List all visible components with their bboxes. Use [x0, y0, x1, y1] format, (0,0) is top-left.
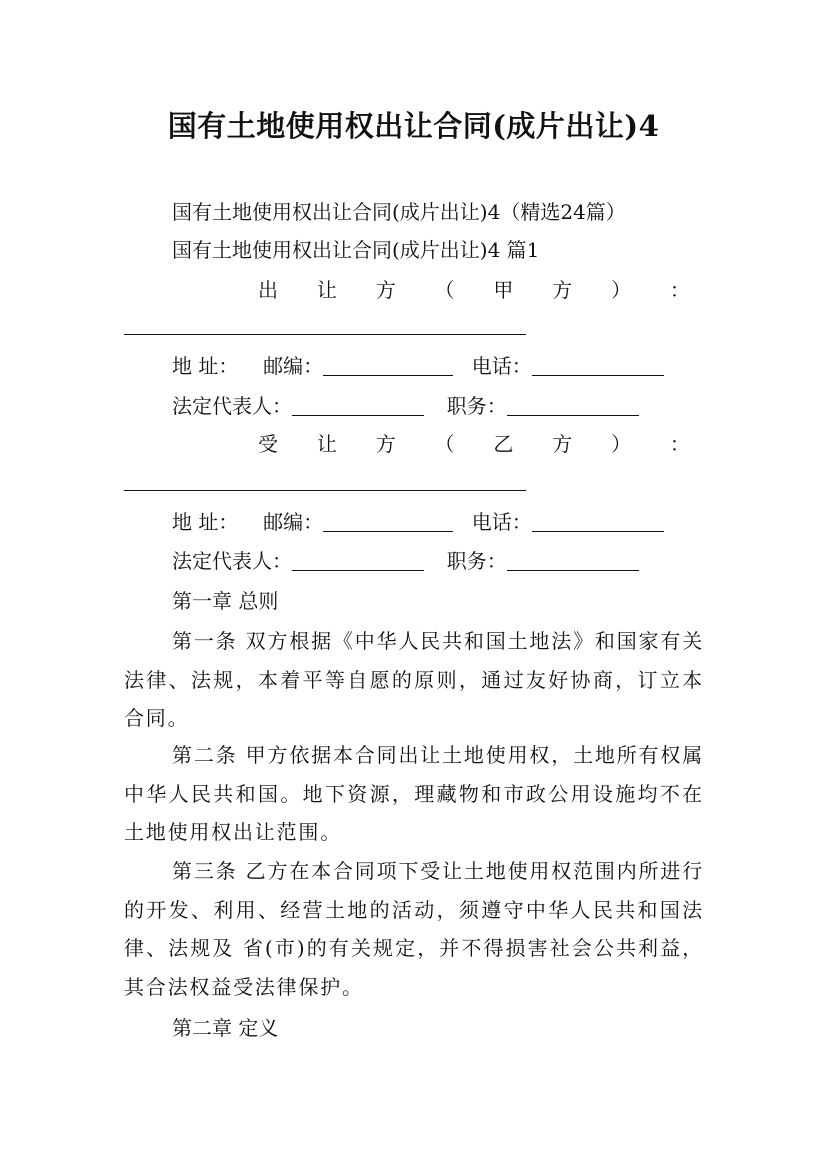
party-b-char: 乙 — [493, 432, 514, 456]
chapter-heading: 第二章 定义 — [172, 1016, 279, 1040]
party-b-address-row — [172, 509, 664, 535]
party-a-char: 方 — [375, 278, 396, 302]
phone-label: 电话： — [471, 510, 532, 534]
party-a-address-row — [172, 353, 664, 379]
chapter-heading: 第一章 总则 — [172, 589, 279, 613]
postcode-blank — [323, 513, 453, 532]
party-b-char: 受 — [258, 432, 278, 456]
article-paragraph: 第二条 甲方依据本合同出让土地使用权，土地所有权属中华人民共和国。地下资源，理藏物和市政公用设施均不在土地使用权出让范围。 — [124, 743, 704, 844]
position-label: 职务： — [446, 549, 507, 573]
party-b-char: 方 — [552, 432, 573, 456]
postcode-label: 邮编： — [263, 510, 324, 534]
party-b-char: （ — [434, 432, 455, 456]
phone-blank — [532, 357, 664, 376]
position-blank — [507, 552, 639, 571]
party-a-char: ： — [669, 278, 690, 302]
rep-label: 法定代表人： — [172, 394, 292, 418]
party-b-char: 让 — [316, 432, 337, 456]
party-a-char: 方 — [552, 278, 573, 302]
address-label: 地 址： — [172, 510, 239, 534]
party-a-heading — [258, 277, 690, 303]
party-a-char: ） — [611, 278, 632, 302]
rep-label: 法定代表人： — [172, 549, 292, 573]
party-a-name-blank — [124, 334, 526, 335]
phone-blank — [532, 513, 664, 532]
document-title: 国有土地使用权出让合同(成片出让)4 — [167, 109, 660, 143]
postcode-label: 邮编： — [263, 354, 324, 378]
section-heading: 国有土地使用权出让合同(成片出让)4 篇1 — [172, 238, 540, 262]
party-a-rep-row — [172, 393, 639, 419]
party-a-char: 甲 — [493, 278, 514, 302]
party-b-char: 方 — [375, 432, 396, 456]
postcode-blank — [323, 357, 453, 376]
phone-label: 电话： — [471, 354, 532, 378]
position-blank — [507, 397, 639, 416]
article-paragraph: 第一条 双方根据《中华人民共和国土地法》和国家有关法律、法规，本着平等自愿的原则，通过友好协商，订立本合同。 — [124, 629, 704, 730]
party-b-heading — [258, 431, 690, 457]
party-b-rep-row — [172, 548, 639, 574]
rep-blank — [292, 397, 424, 416]
position-label: 职务： — [446, 394, 507, 418]
party-a-char: 出 — [258, 278, 278, 302]
party-b-name-blank — [124, 490, 526, 491]
article-paragraph: 第三条 乙方在本合同项下受让土地使用权范围内所进行的开发、利用、经营土地的活动，须遵守中华人民共和国法律、法规及 省(市)的有关规定，并不得损害社会公共利益，其合法权益受法律保护。 — [124, 859, 704, 999]
party-a-char: （ — [434, 278, 455, 302]
party-b-char: ： — [669, 432, 690, 456]
document-subtitle: 国有土地使用权出让合同(成片出让)4（精选24篇） — [172, 200, 626, 224]
rep-blank — [292, 552, 424, 571]
party-a-char: 让 — [316, 278, 337, 302]
address-label: 地 址： — [172, 354, 239, 378]
party-b-char: ） — [611, 432, 632, 456]
